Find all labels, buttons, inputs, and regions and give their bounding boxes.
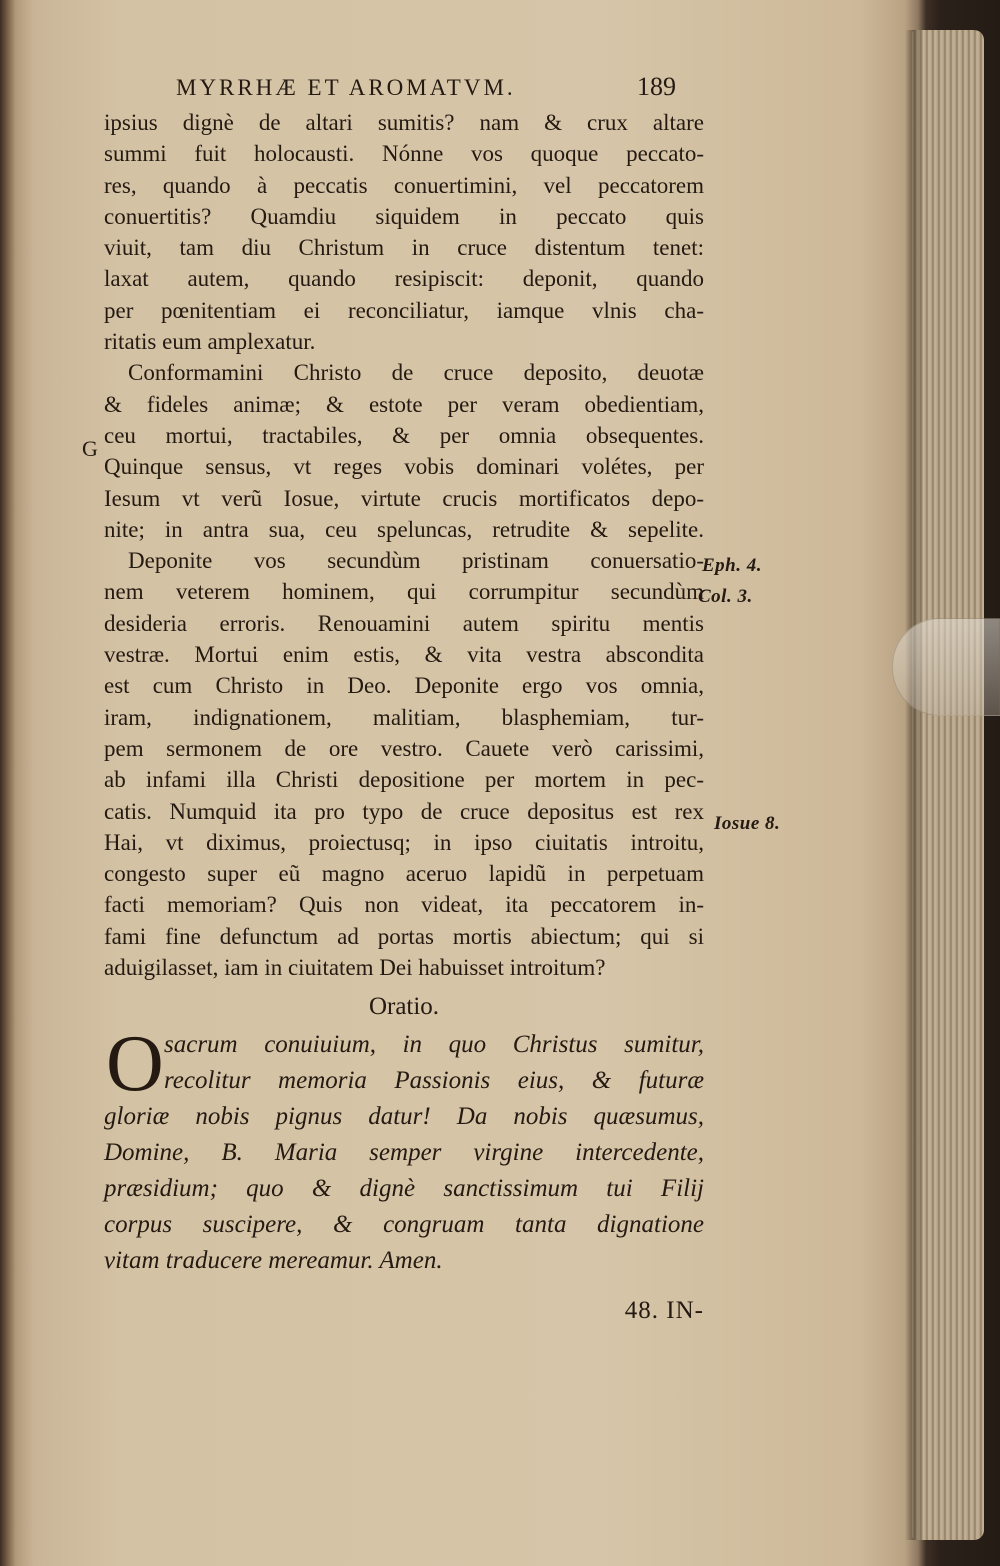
prayer-text <box>104 1020 704 1279</box>
text-line: Iesum vt verũ Iosue, virtute crucis mortificatos depo- <box>104 485 704 511</box>
prayer-line: recolitur memoria Passionis eius, & futuræ <box>164 1067 704 1095</box>
text-line: ceu mortui, tractabiles, & per omnia obsequentes. <box>104 422 704 448</box>
text-line: conuertitis? Quamdiu siquidem in peccato quis <box>104 203 704 229</box>
text-line: fami fine defunctum ad portas mortis abiectum; qui si <box>104 923 704 949</box>
prayer-line: corpus suscipere, & congruam tanta dignatione <box>104 1211 704 1239</box>
running-head-title: MYRRHÆ ET AROMATVM. <box>176 75 516 100</box>
text-line: iram, indignationem, malitiam, blasphemiam, tur- <box>104 704 704 730</box>
text-line: est cum Christo in Deo. Deponite ergo vos omnia, <box>104 673 704 699</box>
prayer-line: Domine, B. Maria semper virgine intercedente, <box>104 1139 704 1167</box>
text-line: per pœnitentiam ei reconciliatur, iamque vlnis cha- <box>104 297 704 323</box>
text-line: res, quando à peccatis conuertimini, vel peccatorem <box>104 172 704 198</box>
text-line: nem veterem hominem, qui corrumpitur secundùm <box>104 579 704 605</box>
prayer-line: vitam traducere mereamur. Amen. <box>104 1247 443 1275</box>
text-line: Deponite vos secundùm pristinam conuersatio- <box>128 548 704 574</box>
text-line: catis. Numquid ita pro typo de cruce depositus est rex <box>104 798 704 824</box>
text-line: & fideles animæ; & estote per veram obedientiam, <box>104 391 704 417</box>
text-line: aduigilasset, iam in ciuitatem Dei habuisset introitum? <box>104 955 606 981</box>
oratio-heading: Oratio. <box>368 993 440 1021</box>
text-line: nite; in antra sua, ceu speluncas, retrudite & sepelite. <box>104 516 704 542</box>
prayer-line: sacrum conuiuium, in quo Christus sumitur, <box>164 1031 704 1059</box>
text-line: congesto super eũ magno aceruo lapidũ in perpetuam <box>104 861 704 887</box>
text-line: Hai, vt diximus, proiectusq; in ipso ciuitatis introitu, <box>104 829 704 855</box>
text-line: laxat autem, quando resipiscit: deponit, quando <box>104 266 704 292</box>
body-text <box>82 107 781 983</box>
text-line: pem sermonem de ore vestro. Cauete verò carissimi, <box>104 735 704 761</box>
margin-note-col: Col. 3. <box>698 586 753 607</box>
margin-note-iosue: Iosue 8. <box>714 813 781 834</box>
text-line: Quinque sensus, vt reges vobis dominari volétes, per G <box>104 451 704 482</box>
prayer-line: gloriæ nobis pignus datur! Da nobis quæsumus, <box>104 1103 704 1131</box>
text-line: facti memoriam? Quis non videat, ita peccatorem in- <box>104 892 704 918</box>
page-clip <box>892 618 1000 716</box>
text-line: summi fuit holocausti. Nónne vos quoque peccato- <box>104 141 704 167</box>
catchword: 48. IN- <box>624 1297 704 1325</box>
text-line: Conformamini Christo de cruce deposito, deuotæ <box>128 360 704 386</box>
text-line: desideria erroris. Renouamini autem spiritu mentis <box>104 610 704 636</box>
text-line: ab infami illa Christi depositione per mortem in pec- <box>104 767 704 793</box>
page-number: 189 <box>637 72 676 101</box>
text-line: vestræ. Mortui enim estis, & vita vestra abscondita <box>104 642 704 668</box>
prayer-line: præsidium; quo & dignè sanctissimum tui Filij <box>104 1175 704 1203</box>
margin-note-eph: Eph. 4. <box>702 555 762 576</box>
running-head <box>176 72 676 103</box>
text-line: ritatis eum amplexatur. <box>104 329 316 355</box>
text-page <box>82 72 796 1331</box>
text-line: viuit, tam diu Christum in cruce distentum tenet: <box>104 235 704 261</box>
text-line: ipsius dignè de altari sumitis? nam & crux altare <box>104 110 704 135</box>
drop-cap-initial: O <box>106 1020 164 1109</box>
section-letter-g: G <box>82 436 98 462</box>
gutter-shadow <box>905 30 923 1540</box>
